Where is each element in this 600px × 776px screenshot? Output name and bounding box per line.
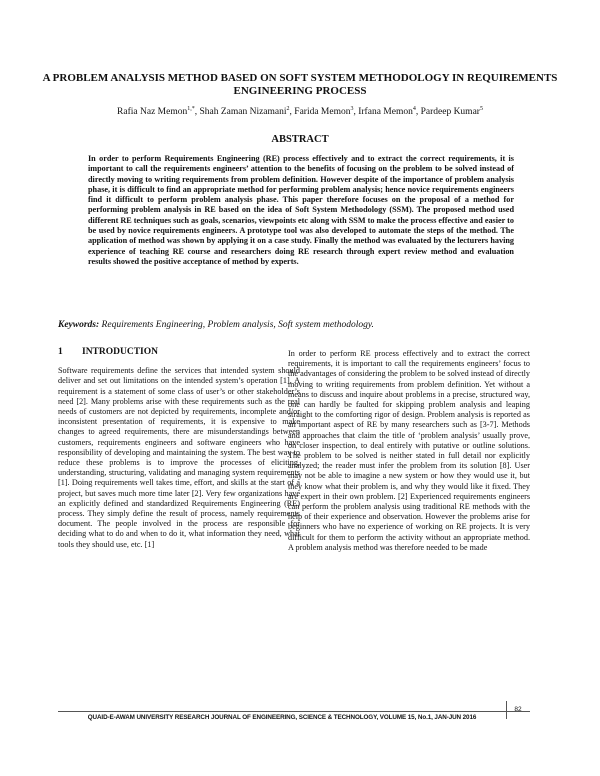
author: Rafia Naz Memon$^{1,*}$, [117,106,200,118]
page-number: 82 [506,701,529,719]
body-paragraph: In order to perform RE process effectively and to extract the correct requirements, it is important to call the requirements engineers’ focus to the advantages of considering the problem to be solved instead of directly moving to writing requirements from problem definition. Yet without a means to discuss and inquire about problems in a precise, structured way, one can hardly be faulted for skipping problem analysis and leaping straight to the comforting rigor of design. Problem analysis is reported as an important aspect of RE by many researchers such as [3-7]. Methods and approaches that claim the title of ‘problem analysis’ usually prove, on closer inspection, to deal entirely with putative or outline solutions. The problem to be solved is neither stated in full detail nor explicitly analyzed; the reader must infer the problem from its solution [8]. User may not be able to imagine a new system or how they would use it, but they know what their problem is, and why they would like it fixed. They are expert in their own problem. [2] Experienced requirements engineers can perform the problem analysis using traditional RE methods with the help of their experience and observation. However the problems arise for beginners who have no experience of working on RE projects. It is very difficult for them to perform the activity without an appropriate method. A problem analysis method was therefore needed to be made [288,349,530,552]
paper-title: A PROBLEM ANALYSIS METHOD BASED ON SOFT SYSTEM METHODOLOGY IN REQUIREMENTS ENGINEERING PROCESS [42,72,558,97]
section-heading [58,347,300,357]
keywords-label: Keywords: [58,320,100,330]
author: Farida Memon$^3$, [294,106,359,118]
right-column [288,349,530,553]
keywords [58,320,558,330]
author: Pardeep Kumar$^5$ [420,106,483,118]
section-number: 1 [58,347,63,357]
author: Shah Zaman Nizamani$^2$, [199,106,295,118]
author-list [40,106,560,117]
body-paragraph: Software requirements define the services that intended system should deliver and set out limitations on the intended system’s operation [1]. A requirement is a statement of some class of user’s or other stakeholder’s need [2]. Many problems arise with these requirements such as the real needs of customers are not depicted by requirements, incomplete and/or inconsistent presentation of requirements, it is expensive to make changes to agreed requirements, there are misunderstandings between customers, requirements engineers and software engineers who have responsibility of developing and maintaining the system. The best way to reduce these problems is to improve the processes of eliciting, understanding, structuring, validating and managing system requirements [1]. Doing requirements well takes time, effort, and skills at the start of a project, but saves much more time later [2]. Very few organizations have an explicitly defined and standardized Requirements Engineering (RE) process. They simply define the result of process, namely requirements document. The people involved in the process are responsible for deciding what to do and when to do it, what information they need, what tools they should use, etc. [1] [58,366,300,549]
abstract-text: In order to perform Requirements Engineering (RE) process effectively and to extract the correct requirements, it is important to call the requirements engineers’ attention to the benefits of focusing on the problem to be solved instead of directly moving to writing requirements from problem definition. However despite of the importance of problem analysis phase, it is difficult to find an appropriate method for performing problem analysis; hence novice requirements engineers find it difficult to perform problem analysis phase. This paper therefore focuses on the proposal of a method for performing problem analysis in RE based on the idea of Soft System Methodology (SSM). The proposed method used different RE techniques such as goals, scenarios, viewpoints etc along with SSM to make the process effective and easier to be used by novice requirements engineers. A prototype tool was also developed to automate the steps of the method. The application of method was shown by applying it on a case study. Finally the method was evaluated by the lecturers having experience of teaching RE course and researchers doing RE research through expert review method and evaluation results showed the positive acceptance of method by experts. [88,154,514,266]
journal-footer: QUAID-E-AWAM UNIVERSITY RESEARCH JOURNAL OF ENGINEERING, SCIENCE & TECHNOLOGY, VOLUME 15, No.1, JAN-JUN 2016 [87,714,477,721]
keywords-list: Requirements Engineering, Problem analysis, Soft system methodology. [101,320,374,330]
section-title: INTRODUCTION [82,347,159,357]
author: Irfana Memon$^4$, [358,106,421,118]
abstract-heading: ABSTRACT [271,134,329,145]
left-column [58,347,300,550]
